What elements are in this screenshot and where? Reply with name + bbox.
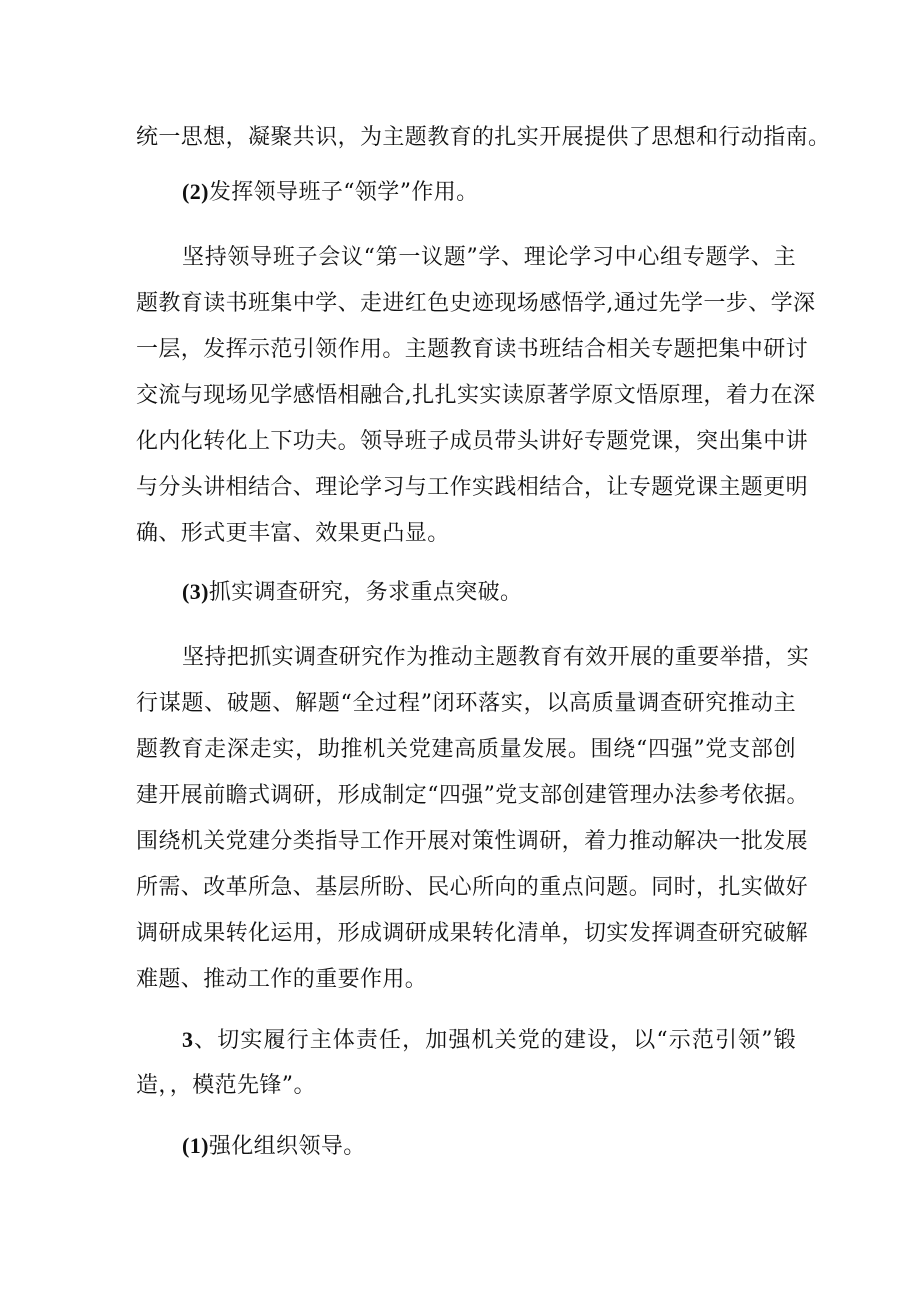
paragraph-line: 所需、改革所急、基层所盼、民心所向的重点问题。同时，扎实做好 [136, 875, 809, 900]
subheading-text: 抓实调查研究，务求重点突破。 [208, 580, 523, 605]
paragraph-line: 一层，发挥示范引领作用。主题教育读书班结合相关专题把集中研讨 [136, 337, 809, 362]
subheading-text: 发挥领导班子“领学”作用。 [208, 180, 479, 205]
paragraph-line: 难题、推动工作的重要作用。 [136, 967, 428, 992]
paragraph-line: 交流与现场见学感悟相融合,扎扎实实读原著学原文悟原理，着力在深 [136, 383, 816, 408]
paragraph-line: 确、形式更丰富、效果更凸显。 [136, 521, 450, 546]
subheading-number: (2) [182, 179, 209, 204]
subheading-1 [182, 1131, 796, 1162]
paragraph-line: 坚持领导班子会议“第一议题”学、理论学习中心组专题学、主 [182, 245, 796, 270]
subheading-number: (3) [182, 579, 209, 604]
subheading-3 [182, 577, 796, 608]
subheading-2 [182, 177, 796, 208]
paragraph-line: 与分头讲相结合、理论学习与工作实践相结合，让专题党课主题更明 [136, 475, 809, 500]
section-number: 3 [182, 1027, 194, 1052]
subheading-text: 强化组织领导。 [208, 1134, 366, 1159]
section-heading-3 [182, 1025, 796, 1056]
section-heading-continuation: 造，，模范先锋”。 [136, 1073, 316, 1098]
section-heading-text: 、切实履行主体责任，加强机关党的建设，以“示范引领”锻 [193, 1028, 796, 1053]
paragraph-line: 题教育读书班集中学、走进红色史迹现场感悟学,通过先学一步、学深 [136, 291, 816, 316]
paragraph-line: 统一思想，凝聚共识，为主题教育的扎实开展提供了思想和行动指南。 [136, 125, 831, 150]
paragraph-line: 行谋题、破题、解题“全过程”闭环落实，以高质量调查研究推动主 [136, 691, 796, 716]
subheading-number: (1) [182, 1133, 209, 1158]
paragraph-line: 题教育走深走实，助推机关党建高质量发展。围绕“四强”党支部创 [136, 737, 796, 762]
paragraph-line: 调研成果转化运用，形成调研成果转化清单，切实发挥调查研究破解 [136, 921, 809, 946]
paragraph-line: 建开展前瞻式调研，形成制定“四强”党支部创建管理办法参考依据。 [136, 783, 809, 808]
paragraph-line: 化内化转化上下功夫。领导班子成员带头讲好专题党课，突出集中讲 [136, 429, 809, 454]
paragraph-line: 坚持把抓实调查研究作为推动主题教育有效开展的重要举措，实 [182, 645, 810, 670]
paragraph-line: 围绕机关党建分类指导工作开展对策性调研，着力推动解决一批发展 [136, 829, 809, 854]
